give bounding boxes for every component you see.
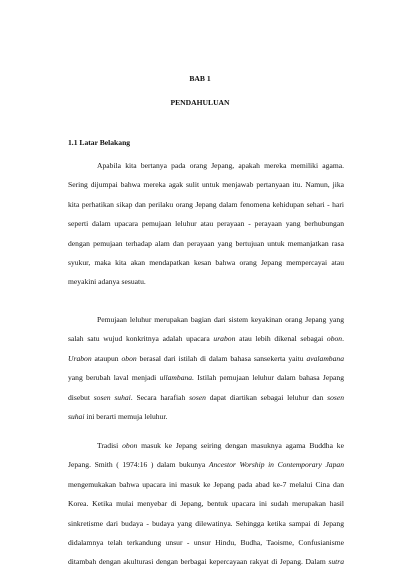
text-run: Sering dijumpai bahwa mereka agak sulit untuk menjawab pertanyaan itu. Namun, jika — [68, 180, 344, 190]
text-run: . — [342, 334, 344, 344]
text-run: disebut — [68, 392, 94, 402]
text-line — [68, 258, 344, 267]
text-run: . Secara harafiah — [130, 392, 190, 402]
text-run: dapat diartikan sebagai leluhur dan — [205, 392, 328, 402]
chapter-label: BAB 1 — [189, 74, 211, 83]
text-run: meyakini adanya sesuatu. — [68, 277, 146, 287]
text-line — [68, 180, 344, 189]
italic-term: obon — [121, 353, 137, 363]
section-heading: 1.1 Latar Belakang — [68, 138, 131, 147]
text-run: Apabila kita bertanya pada orang Jepang, apakah mereka memiliki agama. — [97, 161, 344, 170]
text-run: dengan pemujaan terhadap alam dan perayaan yang bertujuan untuk memanjatkan rasa — [68, 238, 344, 248]
text-line — [68, 200, 344, 209]
text-line — [68, 557, 344, 566]
text-line — [68, 499, 344, 508]
text-run: ini berarti memuja leluhur. — [84, 412, 168, 421]
chapter-title: PENDAHULUAN — [170, 98, 230, 107]
text-run: Tradisi — [97, 441, 123, 450]
text-run: sinkretisme dari budaya - budaya yang dilewatinya. Sehingga ketika sampai di Jepang — [68, 518, 344, 528]
text-line — [68, 460, 344, 469]
text-line — [68, 277, 146, 286]
italic-term: obon — [122, 441, 138, 450]
text-run: mengemukakan bahwa upacara ini masuk ke Jepang pada abad ke-7 melalui Cina dan — [68, 479, 344, 489]
text-line — [97, 441, 344, 450]
italic-term: sutra — [328, 557, 344, 566]
text-run: kita perhatikan sikap dan perilaku orang Jepang dalam fenomena kehidupan sehari - hari — [68, 199, 344, 209]
italic-term: ullambana. — [159, 373, 194, 383]
text-run: didalamnya telah terkandung unsur - unsur Hindu, Budha, Taoisme, Confusianisme — [68, 538, 344, 547]
italic-term: sosen suhai — [93, 392, 131, 402]
text-line — [97, 161, 344, 170]
text-run: ataupun — [91, 353, 122, 363]
italic-term: sosen — [189, 392, 206, 402]
text-run: ditambah dengan akulturasi dengan berbagai kepercayaan rakyat di Jepang. Dalam — [68, 557, 329, 566]
text-line — [68, 334, 344, 343]
text-line — [68, 373, 344, 382]
text-run: Korea. Ketika mulai menyebar di Jepang, bentuk upacara ini sudah merupakan hasil — [68, 499, 344, 509]
text-line — [68, 519, 344, 528]
text-line — [68, 393, 344, 402]
text-line — [68, 219, 344, 228]
italic-term: avalambana — [306, 353, 344, 363]
text-line — [97, 315, 344, 324]
text-run: atau lebih dikenal sebagai — [235, 334, 327, 344]
text-run: salah satu wujud konkritnya adalah upacara — [68, 334, 214, 344]
text-line — [68, 412, 167, 421]
text-line — [68, 239, 344, 248]
text-run: berasal dari istilah di dalam bahasa sansekerta yaitu — [136, 353, 307, 363]
text-line — [68, 354, 344, 363]
text-line — [68, 480, 344, 489]
text-run: Pemujaan leluhur merupakan bagian dari sistem keyakinan orang Jepang yang — [97, 315, 344, 324]
italic-term: obon — [326, 334, 343, 344]
italic-term: sosen — [327, 392, 345, 402]
text-run: seperti dalam upacara pemujaan leluhur atau perayaan - perayaan yang berhubungan — [68, 219, 344, 229]
text-run: Istilah pemujaan leluhur dalam bahasa Jepang — [193, 373, 345, 383]
text-run: Jepang. Smith ( 1974:16 ) dalam bukunya — [68, 460, 209, 470]
italic-term: Urabon — [68, 353, 92, 363]
italic-term: urabon — [213, 334, 236, 344]
italic-term: Ancestor Worship in Contemporary Japan — [208, 460, 344, 470]
text-run: masuk ke Jepang seiring dengan masuknya agama Buddha ke — [137, 441, 344, 450]
text-line — [68, 538, 344, 547]
text-run: yang berubah laval menjadi — [68, 373, 160, 383]
italic-term: suhai — [68, 412, 85, 421]
text-run: syukur, maka kita akan mendapatkan kesan bahwa orang Jepang mempercayai atau — [68, 258, 344, 267]
